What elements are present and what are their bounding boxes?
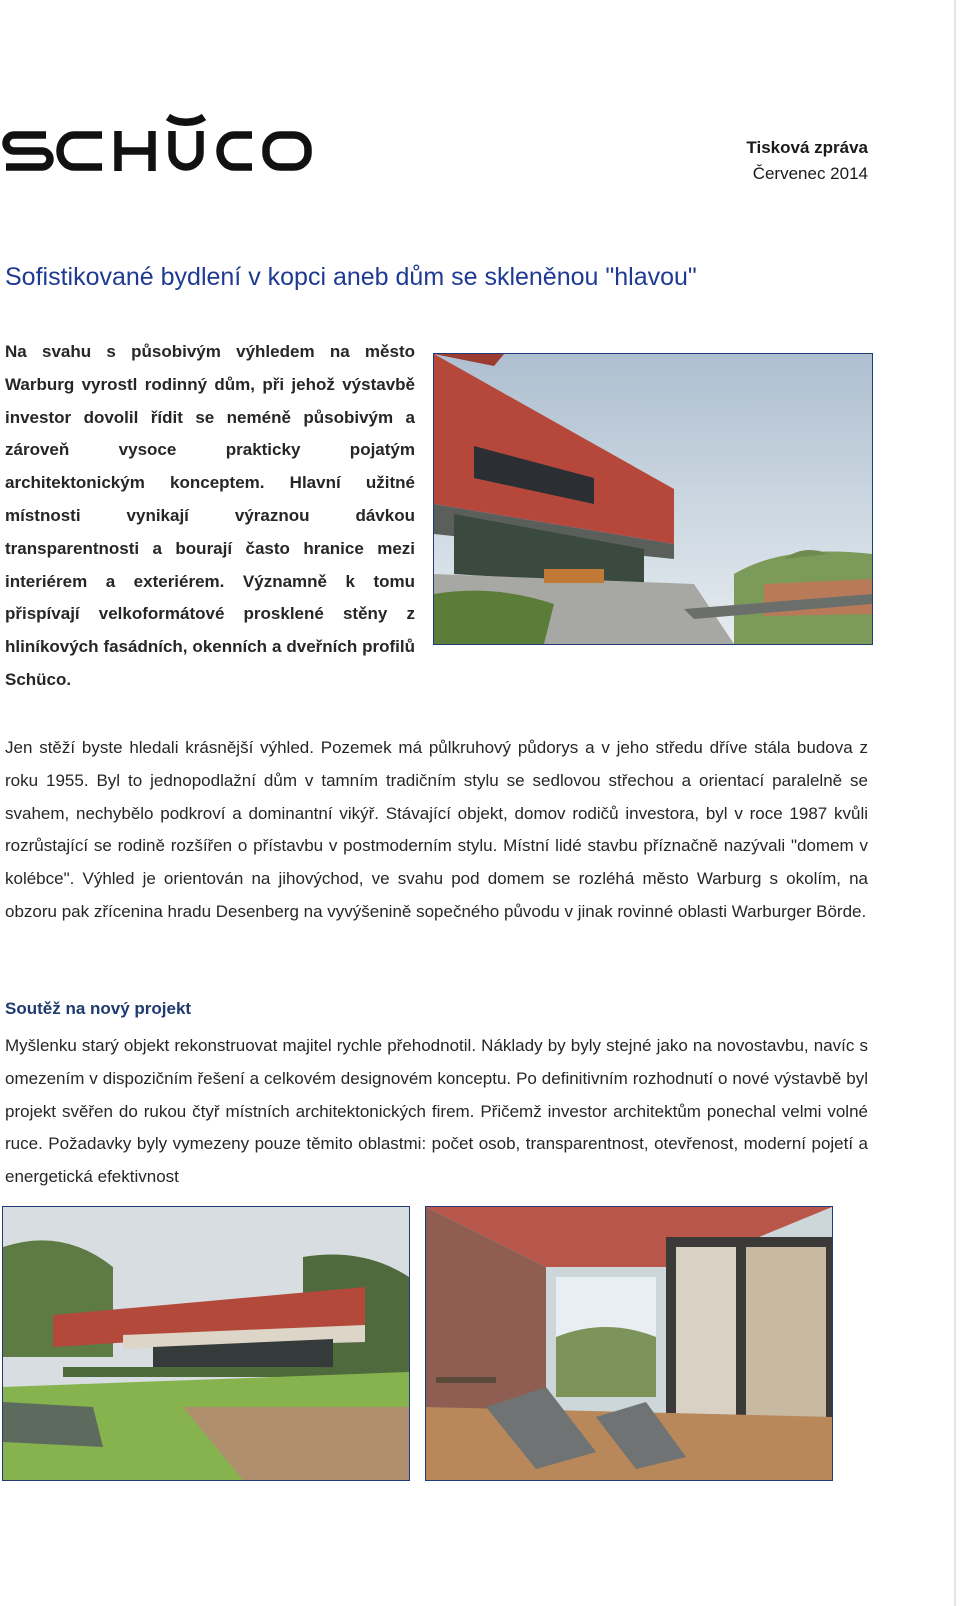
house-terrace-photo [433,353,873,645]
paragraph-2: Myšlenku starý objekt rekonstruovat majitel rychle přehodnotil. Náklady by byly stejné jako na novostavbu, navíc s omezením v dispozičním řešení a celkovém designovém konceptu. Po definitivním rozhodnutí o nové výstavbě byl projekt svěřen do rukou čtyř místních architektonických firem. Přičemž investor architektům ponechal velmi volné ruce. Požadavky byly vymezeny pouze těmito oblastmi: počet osob, transparentnost, otevřenost, moderní pojetí a energetická efektivnost [5,1036,868,1187]
section-heading: Soutěž na nový projekt [5,999,192,1018]
schuco-logo [2,110,316,172]
press-release-header [746,135,868,187]
release-date: Červenec 2014 [752,164,868,183]
article-title: Sofistikované bydlení v kopci aneb dům se skleněnou "hlavou" [5,263,697,291]
house-garden-photo [2,1206,410,1481]
lead-paragraph: Na svahu s působivým výhledem na město Warburg vyrostl rodinný dům, při jehož výstavbě investor dovolil řídit se neméně působivým a zároveň vysoce prakticky pojatým architektonickým konceptem. Hlavní užitné místnosti vynikají výraznou dávkou transparentnosti a bourají často hranice mezi interiérem a exteriérem. Významně k tomu přispívají velkoformátové prosklené stěny z hliníkových fasádních, okenních a dveřních profilů Schüco. [5,342,415,689]
page-edge-rule [954,0,956,1606]
press-release-label: Tisková zpráva [746,138,868,157]
terrace-loungers-photo [425,1206,833,1481]
paragraph-1: Jen stěží byste hledali krásnější výhled. Pozemek má půlkruhový půdorys a v jeho středu dříve stála budova z roku 1955. Byl to jednopodlažní dům v tamním tradičním stylu se sedlovou střechou a orientací paralelně se svahem, nechybělo podkroví a dominantní vikýř. Stávající objekt, domov rodičů investora, byl v roce 1987 kvůli rozrůstající se rodině rozšířen o přístavbu v postmoderním stylu. Místní lidé stavbu příznačně nazývali "domem v kolébce". Výhled je orientován na jihovýchod, ve svahu pod domem se rozléhá město Warburg s okolím, na obzoru pak zřícenina hradu Desenberg na vyvýšenině sopečného původu v jinak rovinné oblasti Warburger Börde. [5,738,868,921]
